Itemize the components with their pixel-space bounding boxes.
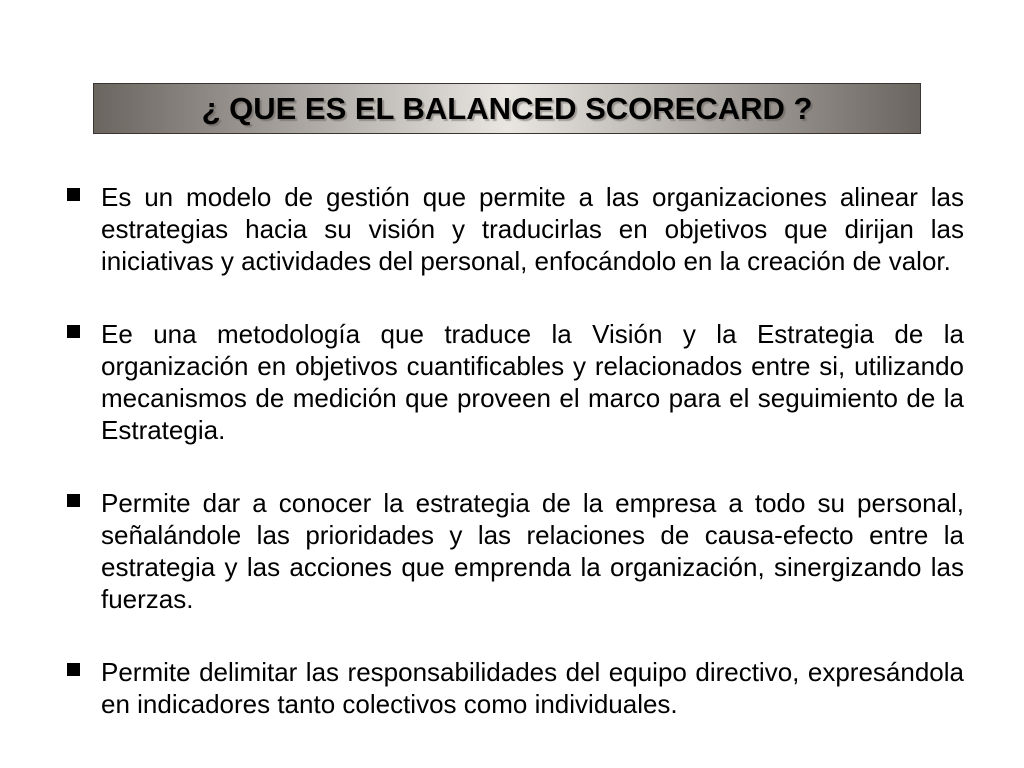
square-bullet-icon — [67, 494, 80, 507]
title-banner — [93, 83, 921, 134]
list-item-text: Permite dar a conocer la estrategia de la empresa a todo su personal, señalándole las prioridades y las relaciones de causa-efecto entre la estrategia y las acciones que emprenda la organización, sinergizando las fuerzas. — [101, 488, 964, 614]
square-bullet-icon — [67, 188, 80, 201]
bullet-list — [64, 181, 964, 720]
list-item — [64, 487, 964, 615]
square-bullet-icon — [67, 663, 80, 676]
list-item-text: Permite delimitar las responsabilidades del equipo directivo, expresándola en indicadores tanto colectivos como individuales. — [101, 657, 964, 719]
list-item — [64, 318, 964, 446]
list-item-text: Ee una metodología que traduce la Visión y la Estrategia de la organización en objetivos cuantificables y relacionados entre si, utilizando mecanismos de medición que proveen el marco para el seguimiento de la Estrategia. — [101, 319, 964, 445]
list-item-text: Es un modelo de gestión que permite a las organizaciones alinear las estrategias hacia su visión y traducirlas en objetivos que dirijan las iniciativas y actividades del personal, enfocándolo en la creación de valor. — [101, 182, 964, 276]
list-item — [64, 181, 964, 277]
slide-title: ¿ QUE ES EL BALANCED SCORECARD ? — [201, 90, 813, 126]
list-item — [64, 656, 964, 720]
square-bullet-icon — [67, 325, 80, 338]
